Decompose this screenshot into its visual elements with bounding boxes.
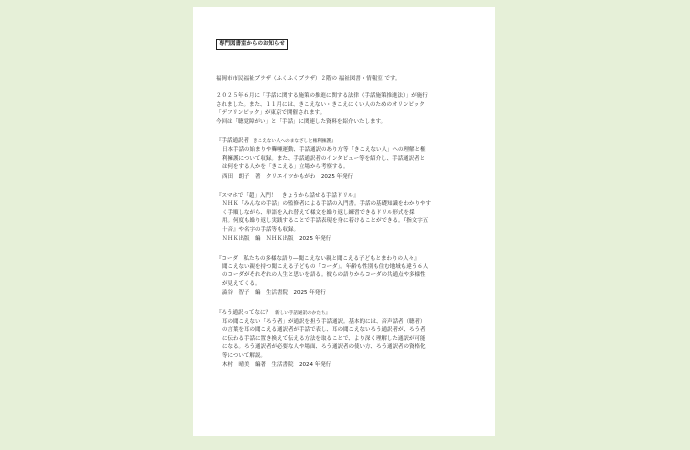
- paragraph-line: ２０２５年６月に「手話に関する施策の推進に関する法律（手話施策推進法）」が施行: [216, 93, 428, 100]
- book-desc-line: 等について解説。: [222, 352, 266, 359]
- book-desc-line: のコーダがそれぞれの人生と思いを語る。彼らの語りからコーダの共通点や多様性: [222, 272, 426, 279]
- notice-header: 専門図書室からのお知らせ: [216, 39, 288, 50]
- book-title: 『スマホで「超」入門！ きょうから話せる手話ドリル』: [216, 193, 359, 200]
- book-desc-line: の言葉を耳の聞こえる通訳者が手話で表し、耳の聞こえないろう通訳者が、ろう者: [222, 327, 426, 334]
- intro-paragraph: [216, 92, 473, 126]
- book-entry: [216, 309, 473, 370]
- book-meta: 木村 晴美 編著 生活書院 2024 年発行: [222, 361, 332, 368]
- book-desc-line: 聞こえない親を持つ聞こえる子どもの「コーダ」。年齢も性別も住む地域も違う６人: [222, 263, 429, 270]
- paragraph-line: 「デフリンピック」が東京で開催されます。: [216, 110, 326, 117]
- paragraph-line: 今回は「聴覚障がい」と「手話」に関連した資料を紹介いたします。: [216, 118, 387, 125]
- book-title: 『ろう通訳ってなに？ 新しい手話通訳のかたち』: [216, 309, 331, 316]
- book-desc-line: 耳の聞こえない「ろう者」が通訳を担う手話通訳。基本的には、音声話者（聴者）: [222, 318, 426, 325]
- book-meta: ＮＨＫ出版 編 ＮＨＫ出版 2025 年発行: [222, 236, 332, 243]
- book-desc-line: に伝わる手話に置き換えて伝える方法を取ることで、より深く理解した通訳が可能: [222, 335, 426, 342]
- book-desc-line: は何をする人かを「きこえる」立場から考察する。: [222, 164, 349, 171]
- book-desc-line: ＮＨＫ「みんなの手話」の監修者による手話の入門書。手話の基礎知識をわかりやす: [222, 201, 432, 208]
- book-desc-line: が見えてくる。: [222, 280, 261, 287]
- book-desc-line: 十音』や名字の手話等も収録。: [222, 226, 300, 233]
- book-title: 『コーダ 私たちの多様な語り―聞こえない親と聞こえる子どもとまわりの人々』: [216, 255, 420, 262]
- book-subtitle: 新しい手話通訳のかたち』: [275, 310, 331, 316]
- book-desc-line: になる。ろう通訳者が必要な人や場面、ろう通訳者の使い方、ろう通訳者の資格化: [222, 344, 426, 351]
- book-meta: 西田 朗子 著 クリエイツかもがわ 2025 年発行: [222, 173, 354, 180]
- book-desc-line: く手順しながら、単語を入れ替えて様文を繰り返し練習できるドリル形式を採: [222, 209, 415, 216]
- book-entry: [216, 192, 473, 243]
- book-meta: 澁谷 智子 編 生活書院 2025 年発行: [222, 290, 326, 297]
- book-entry: [216, 137, 473, 181]
- book-desc-line: 利擁護について収録。また、手話通訳者のインタビュー等を紹介し、手話通訳者と: [222, 155, 426, 162]
- book-desc-line: 用。何度も繰り返し実践することで手話表現を身に着けることができる。『指文字五: [222, 218, 429, 225]
- paragraph-line: されました。また、１１月には、きこえない・きこえにくい人のためのオリンピック: [216, 101, 425, 108]
- book-subtitle: きこえない人へのまなざしと権利擁護』: [253, 139, 336, 145]
- book-title: 『手話通訳者 きこえない人へのまなざしと権利擁護』: [216, 138, 336, 145]
- intro-line: 福岡市市民福祉プラザ（ふくふくプラザ）２階の 福祉図書・情報室 です。: [216, 76, 401, 82]
- book-entry: [216, 255, 473, 298]
- book-desc-line: 日本手話の始まりや聾唖運動、手話通訳のあり方等「きこえない人」への理解と権: [222, 147, 426, 154]
- document-page: [193, 7, 495, 436]
